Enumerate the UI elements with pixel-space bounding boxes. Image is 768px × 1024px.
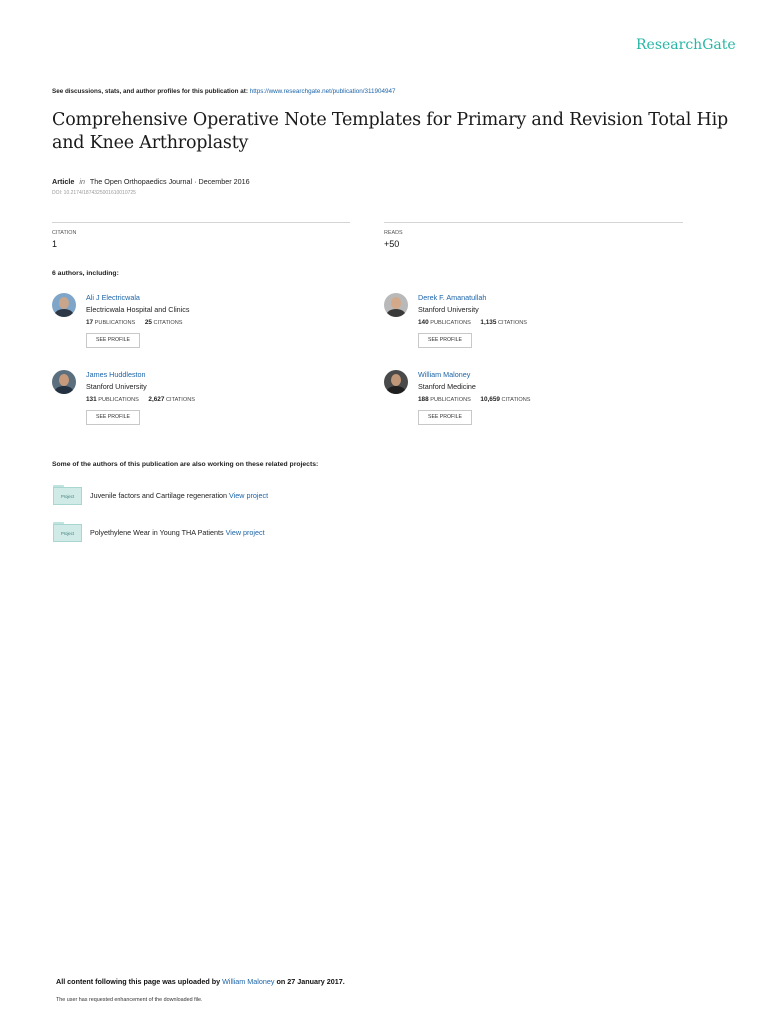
citations-label: CITATIONS xyxy=(165,397,195,403)
publications-label: PUBLICATIONS xyxy=(430,397,471,403)
project-text xyxy=(90,528,265,537)
publications-count: 140 xyxy=(418,319,429,326)
see-profile-button[interactable]: SEE PROFILE xyxy=(418,333,472,348)
publications-count: 17 xyxy=(86,319,94,326)
view-project-link[interactable]: View project xyxy=(229,491,269,500)
avatar[interactable] xyxy=(52,293,76,317)
publications-label: PUBLICATIONS xyxy=(430,320,471,326)
citation-label: CITATION xyxy=(52,230,77,236)
citations-label: CITATIONS xyxy=(153,320,183,326)
upload-note xyxy=(56,977,345,986)
author-card xyxy=(384,293,684,363)
see-profile-button[interactable]: SEE PROFILE xyxy=(86,333,140,348)
upload-prefix: All content following this page was uploaded by xyxy=(56,977,221,986)
divider-right xyxy=(384,222,683,223)
project-item xyxy=(52,485,452,507)
avatar[interactable] xyxy=(384,293,408,317)
see-profile-button[interactable]: SEE PROFILE xyxy=(86,410,140,425)
author-institution: Electricwala Hospital and Clinics xyxy=(86,305,190,314)
citations-label: CITATIONS xyxy=(497,320,527,326)
project-icon-label: Project xyxy=(60,531,75,536)
reads-value: +50 xyxy=(384,239,400,249)
discussions-line xyxy=(52,88,396,95)
view-project-link[interactable]: View project xyxy=(225,528,265,537)
researchgate-logo[interactable]: ResearchGate xyxy=(636,37,736,53)
author-stats xyxy=(418,319,527,326)
publication-url-link[interactable]: https://www.researchgate.net/publication/311904947 xyxy=(249,88,396,95)
see-profile-button[interactable]: SEE PROFILE xyxy=(418,410,472,425)
author-institution: Stanford Medicine xyxy=(418,382,476,391)
uploader-link[interactable]: William Maloney xyxy=(222,977,275,986)
author-card xyxy=(52,370,352,440)
author-stats xyxy=(86,396,195,403)
project-folder-icon[interactable] xyxy=(53,485,82,505)
author-card xyxy=(52,293,352,363)
author-institution: Stanford University xyxy=(418,305,479,314)
citations-count: 1,135 xyxy=(480,319,497,326)
project-name: Polyethylene Wear in Young THA Patients xyxy=(90,528,224,537)
project-name: Juvenile factors and Cartilage regeneration xyxy=(90,491,228,500)
article-type: Article xyxy=(52,177,75,186)
author-stats xyxy=(418,396,531,403)
project-text xyxy=(90,491,268,500)
discussions-prefix: See discussions, stats, and author profiles for this publication at: xyxy=(52,88,248,95)
avatar[interactable] xyxy=(384,370,408,394)
projects-heading: Some of the authors of this publication are also working on these related projects: xyxy=(52,461,319,468)
project-item xyxy=(52,522,452,544)
author-name-link[interactable]: Derek F. Amanatullah xyxy=(418,293,487,302)
project-folder-icon[interactable] xyxy=(53,522,82,542)
publications-label: PUBLICATIONS xyxy=(98,397,139,403)
citation-value: 1 xyxy=(52,239,58,249)
project-icon-label: Project xyxy=(60,494,75,499)
citations-count: 2,627 xyxy=(148,396,165,403)
reads-label: READS xyxy=(384,230,403,236)
avatar[interactable] xyxy=(52,370,76,394)
author-stats xyxy=(86,319,183,326)
author-name-link[interactable]: Ali J Electricwala xyxy=(86,293,140,302)
citations-count: 25 xyxy=(144,319,152,326)
publications-count: 131 xyxy=(86,396,97,403)
article-title: Comprehensive Operative Note Templates for Primary and Revision Total Hip and Knee Arthroplasty xyxy=(52,110,728,153)
in-label: in xyxy=(79,177,85,186)
author-name-link[interactable]: James Huddleston xyxy=(86,370,146,379)
enhancement-note: The user has requested enhancement of the downloaded file. xyxy=(56,997,203,1003)
citations-label: CITATIONS xyxy=(501,397,531,403)
citations-count: 10,659 xyxy=(480,396,500,403)
article-meta xyxy=(52,177,250,186)
divider-left xyxy=(52,222,350,223)
journal-date: The Open Orthopaedics Journal · December 2016 xyxy=(89,177,250,186)
author-institution: Stanford University xyxy=(86,382,147,391)
authors-heading: 6 authors, including: xyxy=(52,270,119,277)
upload-suffix: on 27 January 2017. xyxy=(276,977,345,986)
publications-label: PUBLICATIONS xyxy=(94,320,136,326)
article-doi: DOI: 10.2174/1874325001610010725 xyxy=(52,190,136,196)
publications-count: 188 xyxy=(418,396,429,403)
author-card xyxy=(384,370,684,440)
author-name-link[interactable]: William Maloney xyxy=(418,370,471,379)
